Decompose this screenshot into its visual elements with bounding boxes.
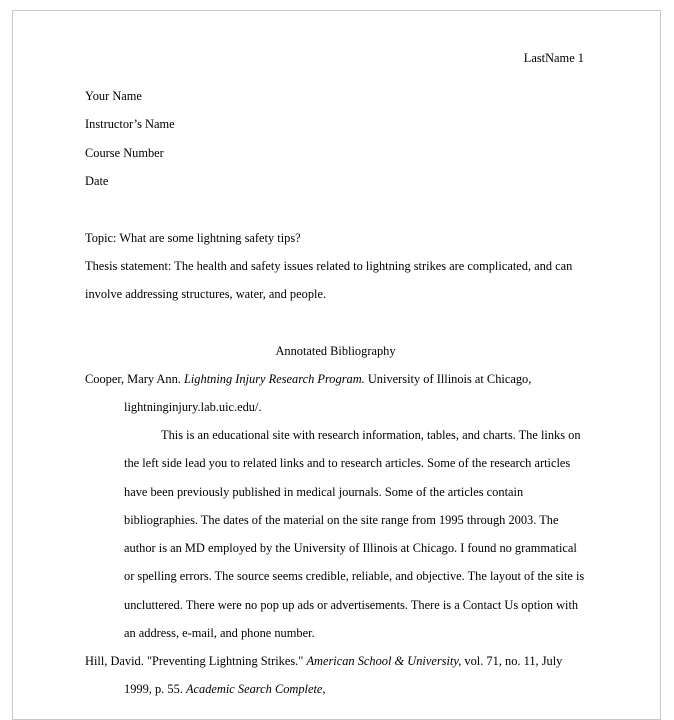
annotation-line-6: or spelling errors. The source seems credible, reliable, and objective. The layout of the site is (124, 569, 585, 583)
annotation-line-5: author is an MD employed by the University of Illinois at Chicago. I found no grammatical (124, 541, 577, 555)
citation-journal: American School & University, (306, 654, 462, 668)
citation-database: Academic Search Complete, (185, 682, 326, 696)
citation-volume: vol. 71, no. 11, July (461, 654, 563, 668)
citation-title: Lightning Injury Research Program. (183, 372, 365, 386)
document-page (12, 10, 661, 720)
annotation-line-3: have been previously published in medical journals. Some of the articles contain (124, 485, 524, 499)
citation-cooper (85, 371, 531, 387)
citation-date-page: 1999, p. 55. (124, 682, 186, 696)
annotation-line-2: the left side lead you to related links and to research articles. Some of the research articles (124, 456, 571, 470)
annotation-line-8: an address, e-mail, and phone number. (124, 626, 315, 640)
citation-hill (85, 653, 562, 669)
student-name: Your Name (85, 89, 142, 103)
thesis-line-1: Thesis statement: The health and safety issues related to lightning strikes are complicated, and can (85, 259, 573, 273)
course-number: Course Number (85, 146, 164, 160)
citation-cooper-url: lightninginjury.lab.uic.edu/. (124, 400, 262, 414)
bibliography-title: Annotated Bibliography (275, 344, 396, 358)
annotation-line-4: bibliographies. The dates of the material on the site range from 1995 through 2003. The (124, 513, 559, 527)
citation-author: Cooper, Mary Ann. (85, 372, 184, 386)
running-head: LastName 1 (523, 51, 584, 65)
annotation-line-1: This is an educational site with research information, tables, and charts. The links on (161, 428, 581, 442)
citation-author: Hill, David. "Preventing Lightning Strikes." (85, 654, 307, 668)
thesis-line-2: involve addressing structures, water, and people. (85, 287, 327, 301)
citation-publisher: University of Illinois at Chicago, (364, 372, 532, 386)
topic-line: Topic: What are some lightning safety tips? (85, 231, 301, 245)
citation-hill-line-2 (124, 681, 326, 697)
annotation-line-7: uncluttered. There were no pop up ads or advertisements. There is a Contact Us option with (124, 598, 579, 612)
date-line: Date (85, 174, 109, 188)
instructor-name: Instructor’s Name (85, 117, 175, 131)
